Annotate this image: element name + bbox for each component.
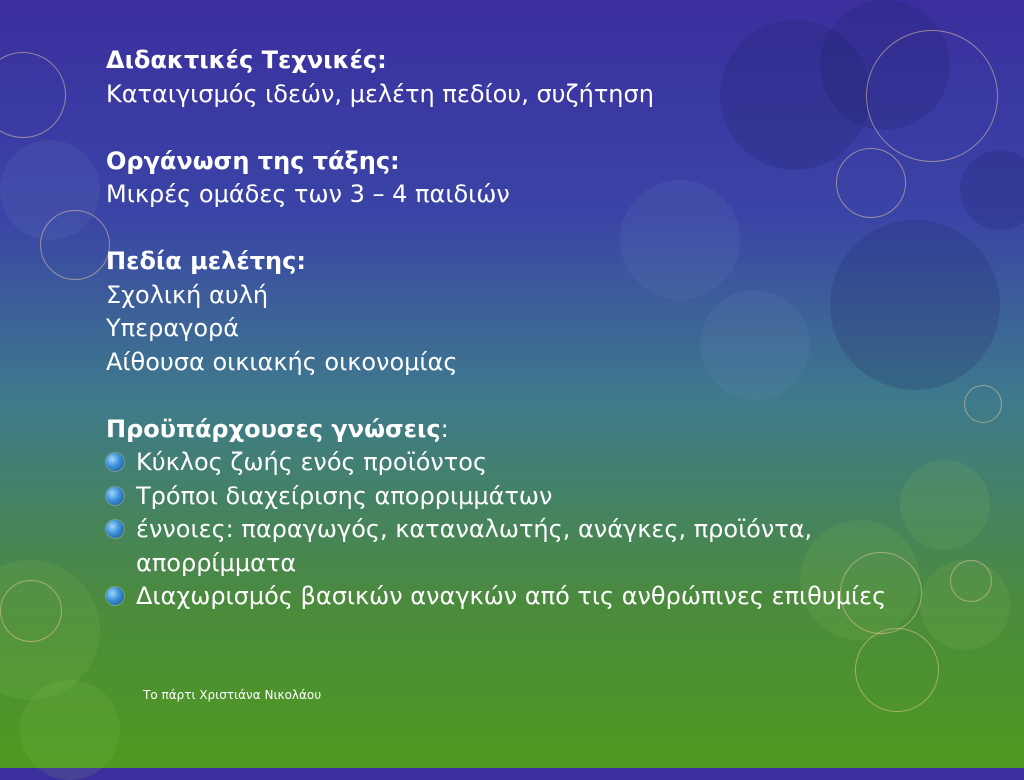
bullet-item bbox=[106, 446, 986, 480]
spacer bbox=[106, 111, 986, 145]
section-heading: Οργάνωση της τάξης: bbox=[106, 146, 400, 175]
section-line: Υπεραγορά bbox=[106, 314, 240, 342]
section-heading-row bbox=[106, 413, 986, 447]
globe-bullet-icon bbox=[106, 487, 124, 505]
section-study-fields bbox=[106, 245, 986, 379]
globe-bullet-icon bbox=[106, 520, 124, 538]
section-class-organization bbox=[106, 145, 986, 212]
section-heading: Πεδία μελέτης: bbox=[106, 247, 306, 275]
section-heading: Προϋπάρχουσες γνώσεις bbox=[106, 414, 441, 443]
slide-content bbox=[106, 44, 986, 614]
bullet-item bbox=[106, 580, 986, 614]
bullet-item bbox=[106, 513, 986, 580]
bullet-text: έννοιες: παραγωγός, καταναλωτής, ανάγκες, προϊόντα, απορρίμματα bbox=[136, 515, 813, 577]
section-line: Αίθουσα οικιακής οικονομίας bbox=[106, 347, 458, 376]
section-line: Σχολική αυλή bbox=[106, 280, 269, 309]
bullet-text: Διαχωρισμός βασικών αναγκών από τις ανθρώπινες επιθυμίες bbox=[136, 582, 887, 610]
section-line: Μικρές ομάδες των 3 – 4 παιδιών bbox=[106, 180, 510, 208]
section-heading: Διδακτικές Τεχνικές: bbox=[106, 46, 387, 74]
spacer bbox=[106, 379, 986, 413]
heading-colon: : bbox=[440, 414, 449, 443]
globe-bullet-icon bbox=[106, 587, 124, 605]
bullet-item bbox=[106, 480, 986, 514]
bullet-text: Τρόποι διαχείρισης απορριμμάτων bbox=[136, 481, 553, 510]
section-prior-knowledge bbox=[106, 413, 986, 614]
bullet-text: Κύκλος ζωής ενός προϊόντος bbox=[136, 448, 488, 476]
spacer bbox=[106, 212, 986, 246]
slide-footer: Το πάρτι Χριστιάνα Νικολάου bbox=[143, 688, 322, 702]
globe-bullet-icon bbox=[106, 453, 124, 471]
section-line: Καταιγισμός ιδεών, μελέτη πεδίου, συζήτηση bbox=[106, 79, 654, 108]
section-teaching-techniques bbox=[106, 44, 986, 111]
